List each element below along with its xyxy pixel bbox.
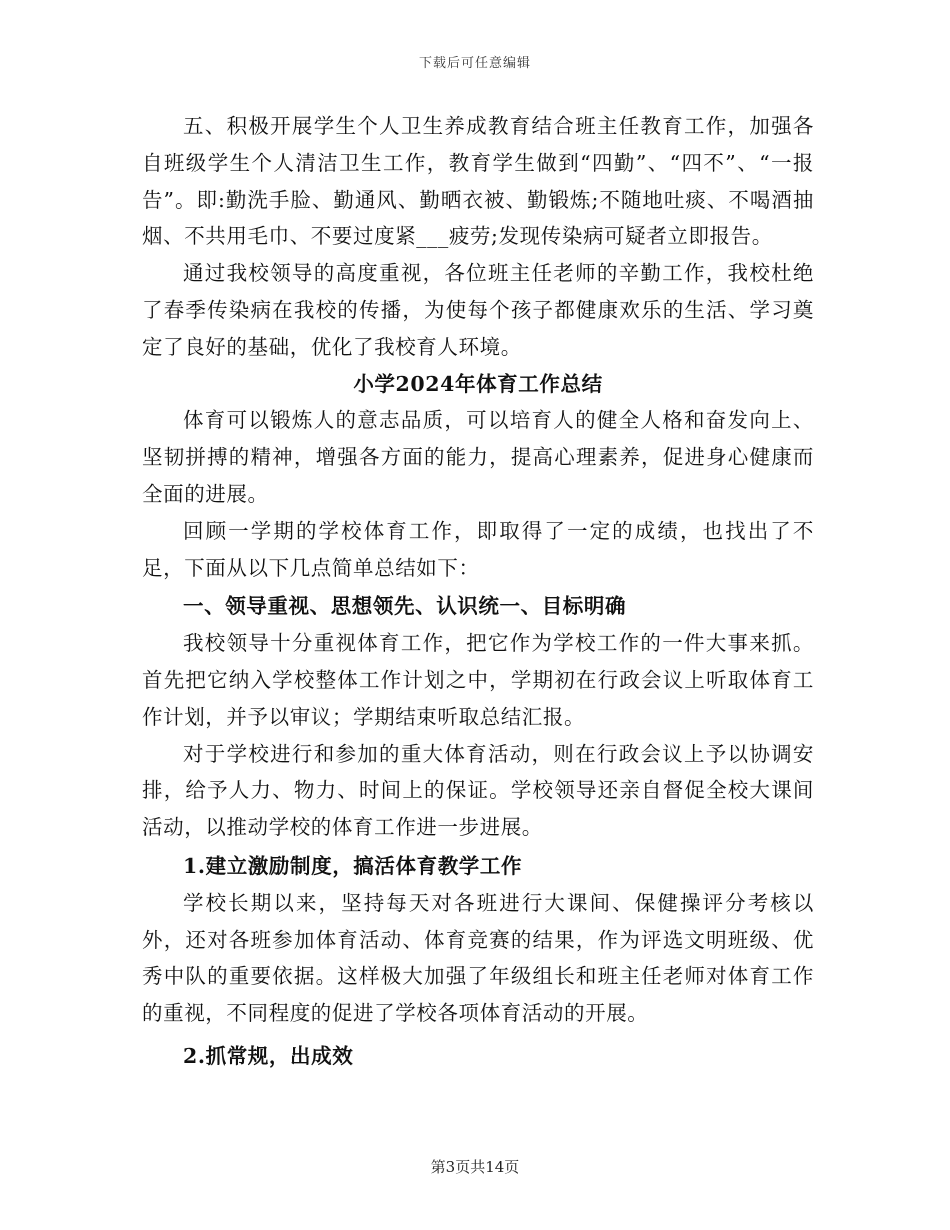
paragraph-hygiene: 五、积极开展学生个人卫生养成教育结合班主任教育工作，加强各自班级学生个人清洁卫生工作，教育学生做到“四勤”、“四不”、“一报告”。即:勤洗手脸、勤通风、勤晒衣被、勤锻炼;不随地吐痰、不喝酒抽烟、不共用毛巾、不要过度紧___疲劳;发现传染病可疑者立即报告。	[142, 114, 814, 249]
paragraph-leadership-result: 通过我校领导的高度重视，各位班主任老师的辛勤工作，我校杜绝了春季传染病在我校的传播，为使每个孩子都健康欢乐的生活、学习奠定了良好的基础，优化了我校育人环境。	[142, 261, 814, 359]
document-body	[142, 108, 814, 1075]
page-header: 下载后可任意编辑	[418, 56, 531, 71]
heading-incentive: 1.建立激励制度，搞活体育教学工作	[183, 853, 523, 878]
paragraph-leadership: 我校领导十分重视体育工作，把它作为学校工作的一件大事来抓。首先把它纳入学校整体工作计划之中，学期初在行政会议上听取体育工作计划，并予以审议；学期结束听取总结汇报。	[142, 631, 814, 729]
heading-leadership: 一、领导重视、思想领先、认识统一、目标明确	[183, 594, 627, 619]
paragraph-review: 回顾一学期的学校体育工作，即取得了一定的成绩，也找出了不足，下面从以下几点简单总结如下：	[142, 518, 814, 580]
section-title: 小学2024年体育工作总结	[353, 371, 603, 396]
heading-routine: 2.抓常规，出成效	[183, 1043, 354, 1068]
paragraph-intro: 体育可以锻炼人的意志品质，可以培育人的健全人格和奋发向上、坚韧拼搏的精神，增强各方面的能力，提高心理素养，促进身心健康而全面的进展。	[142, 408, 814, 506]
paragraph-activities: 对于学校进行和参加的重大体育活动，则在行政会议上予以协调安排，给予人力、物力、时间上的保证。学校领导还亲自督促全校大课间活动，以推动学校的体育工作进一步进展。	[142, 741, 814, 840]
paragraph-incentive: 学校长期以来，坚持每天对各班进行大课间、保健操评分考核以外，还对各班参加体育活动、体育竞赛的结果，作为评选文明班级、优秀中队的重要依据。这样极大加强了年级组长和班主任老师对体育工作的重视，不同程度的促进了学校各项体育活动的开展。	[142, 890, 814, 1026]
page-footer: 第3页共14页	[430, 1158, 520, 1176]
